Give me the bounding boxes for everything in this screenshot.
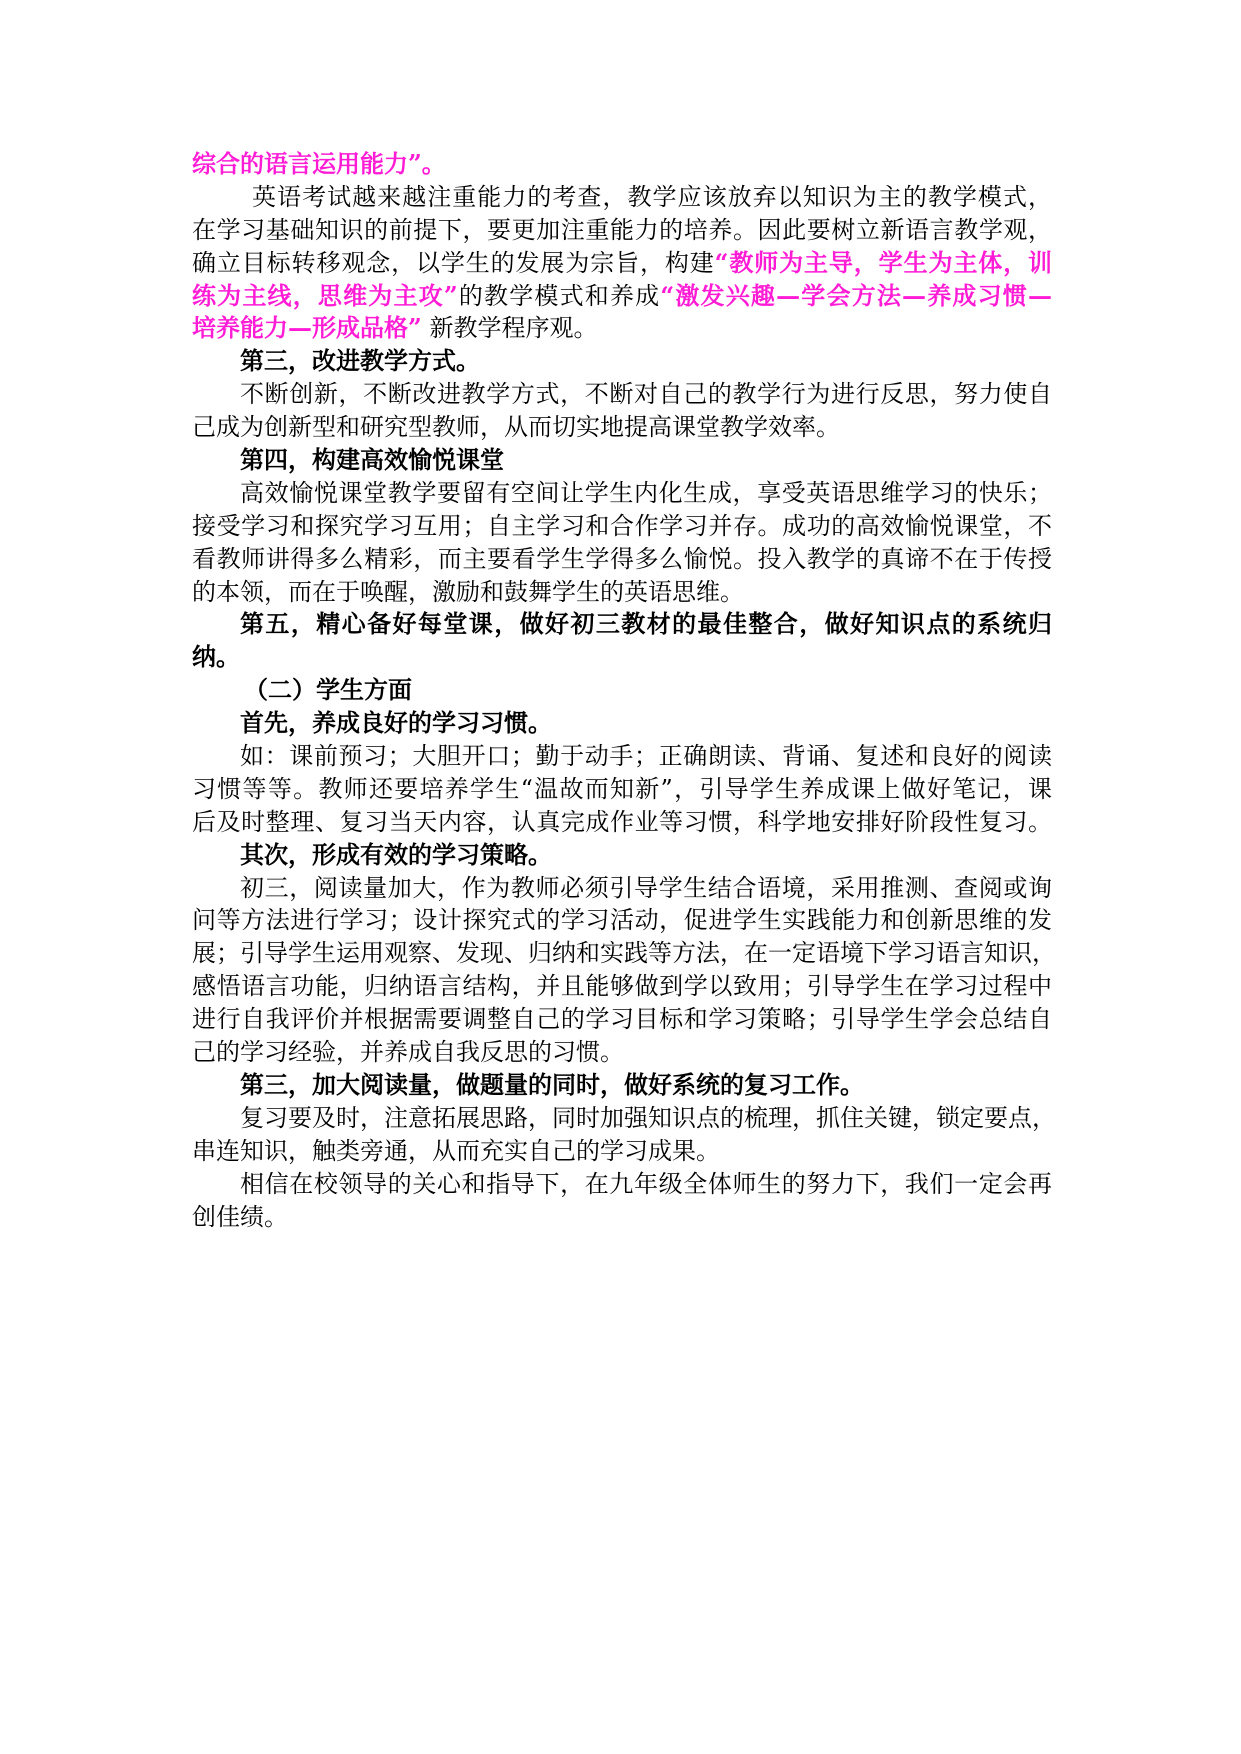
text-line: [192, 247, 1052, 280]
bold-heading-text: 第四，构建高效愉悦课堂: [240, 445, 504, 475]
text-line: [192, 839, 1052, 872]
body-text: 如：课前预习；大胆开口；勤于动手；正确朗读、背诵、复述和良好的阅读: [240, 742, 1052, 771]
text-line: [192, 872, 1052, 905]
bold-heading-text: （二）学生方面: [244, 675, 412, 705]
text-line: [192, 904, 1052, 937]
text-line: [192, 444, 1052, 477]
text-line: [192, 1069, 1052, 1102]
body-text: 看教师讲得多么精彩，而主要看学生学得多么愉悦。投入教学的真谛不在于传授: [192, 544, 1052, 573]
text-line: [192, 1102, 1056, 1135]
body-text: 己成为创新型和研究型教师，从而切实地提高课堂教学效率。: [192, 413, 840, 442]
body-text: 初三，阅读量加大，作为教师必须引导学生结合语境，采用推测、查阅或询: [240, 873, 1052, 902]
highlighted-text: 培养能力—形成品格”: [192, 313, 422, 343]
body-text: 感悟语言功能，归纳语言结构，并且能够做到学以致用；引导学生在学习过程中: [192, 972, 1052, 1001]
body-text: 习惯等等。教师还要培养学生“温故而知新”，引导学生养成课上做好笔记，课: [192, 774, 1052, 803]
body-text: 在学习基础知识的前提下，要更加注重能力的培养。因此要树立新语言教学观，: [192, 215, 1052, 244]
highlighted-text: “教师为主导，学生为主体，训: [714, 247, 1053, 277]
bold-heading-text: 第五，精心备好每堂课，做好初三教材的最佳整合，做好知识点的系统归: [240, 609, 1052, 639]
body-text: 串连知识，触类旁通，从而充实自己的学习成果。: [192, 1136, 720, 1165]
body-text: 展；引导学生运用观察、发现、归纳和实践等方法，在一定语境下学习语言知识，: [192, 939, 1056, 968]
text-line: [192, 1036, 1052, 1069]
text-line: [192, 608, 1052, 641]
bold-heading-text: 纳。: [192, 642, 240, 672]
bold-heading-text: 其次，形成有效的学习策略。: [240, 839, 552, 869]
text-line: [192, 280, 1052, 313]
body-text: 的教学模式和养成: [457, 281, 661, 310]
body-text: 英语考试越来越注重能力的考查，教学应该放弃以知识为主的教学模式，: [252, 182, 1052, 211]
text-line: [192, 1201, 1052, 1234]
document-page: [192, 148, 1056, 1233]
text-line: [192, 1168, 1052, 1201]
body-text: 问等方法进行学习；设计探究式的学习活动，促进学生实践能力和创新思维的发: [192, 906, 1052, 935]
body-text: 的本领，而在于唤醒，激励和鼓舞学生的英语思维。: [192, 577, 744, 606]
body-text: 己的学习经验，并养成自我反思的习惯。: [192, 1038, 624, 1067]
text-line: [192, 937, 1056, 970]
highlighted-text: 练为主线，思维为主攻”: [192, 280, 458, 310]
text-line: [192, 411, 1052, 444]
body-text: 相信在校领导的关心和指导下，在九年级全体师生的努力下，我们一定会再: [240, 1169, 1052, 1198]
highlighted-text: 综合的语言运用能力”。: [192, 149, 446, 178]
text-line: [192, 148, 1052, 181]
text-line: [192, 510, 1052, 543]
text-line: [192, 477, 1052, 510]
text-line: [192, 543, 1052, 576]
text-line: [192, 806, 1052, 839]
text-line: [192, 674, 1052, 707]
text-line: [192, 1135, 1052, 1168]
body-text: 高效愉悦课堂教学要留有空间让学生内化生成，享受英语思维学习的快乐；: [240, 478, 1052, 507]
body-text: 新教学程序观。: [421, 314, 598, 343]
body-text: 后及时整理、复习当天内容，认真完成作业等习惯，科学地安排好阶段性复习。: [192, 807, 1052, 836]
text-line: [192, 576, 1052, 609]
text-line: [192, 1003, 1052, 1036]
body-text: 复习要及时，注意拓展思路，同时加强知识点的梳理，抓住关键，锁定要点，: [240, 1103, 1056, 1132]
text-line: [192, 181, 1052, 214]
text-line: [192, 345, 1052, 378]
text-line: [192, 378, 1052, 411]
bold-heading-text: 第三，加大阅读量，做题量的同时，做好系统的复习工作。: [240, 1069, 864, 1099]
text-line: [192, 312, 1052, 345]
text-line: [192, 214, 1052, 247]
text-line: [192, 970, 1052, 1003]
text-line: [192, 740, 1052, 773]
highlighted-text: “激发兴趣—学会方法—养成习惯—: [660, 280, 1052, 310]
bold-heading-text: 第三，改进教学方式。: [240, 346, 480, 376]
body-text: 接受学习和探究学习互用；自主学习和合作学习并存。成功的高效愉悦课堂，不: [192, 511, 1052, 540]
text-line: [192, 641, 1052, 674]
text-line: [192, 773, 1052, 806]
body-text: 不断创新，不断改进教学方式，不断对自己的教学行为进行反思，努力使自: [240, 380, 1052, 409]
body-text: 创佳绩。: [192, 1202, 288, 1231]
text-line: [192, 707, 1052, 740]
body-text: 进行自我评价并根据需要调整自己的学习目标和学习策略；引导学生学会总结自: [192, 1005, 1052, 1034]
bold-heading-text: 首先，养成良好的学习习惯。: [240, 708, 552, 738]
body-text: 确立目标转移观念，以学生的发展为宗旨，构建: [192, 248, 715, 277]
